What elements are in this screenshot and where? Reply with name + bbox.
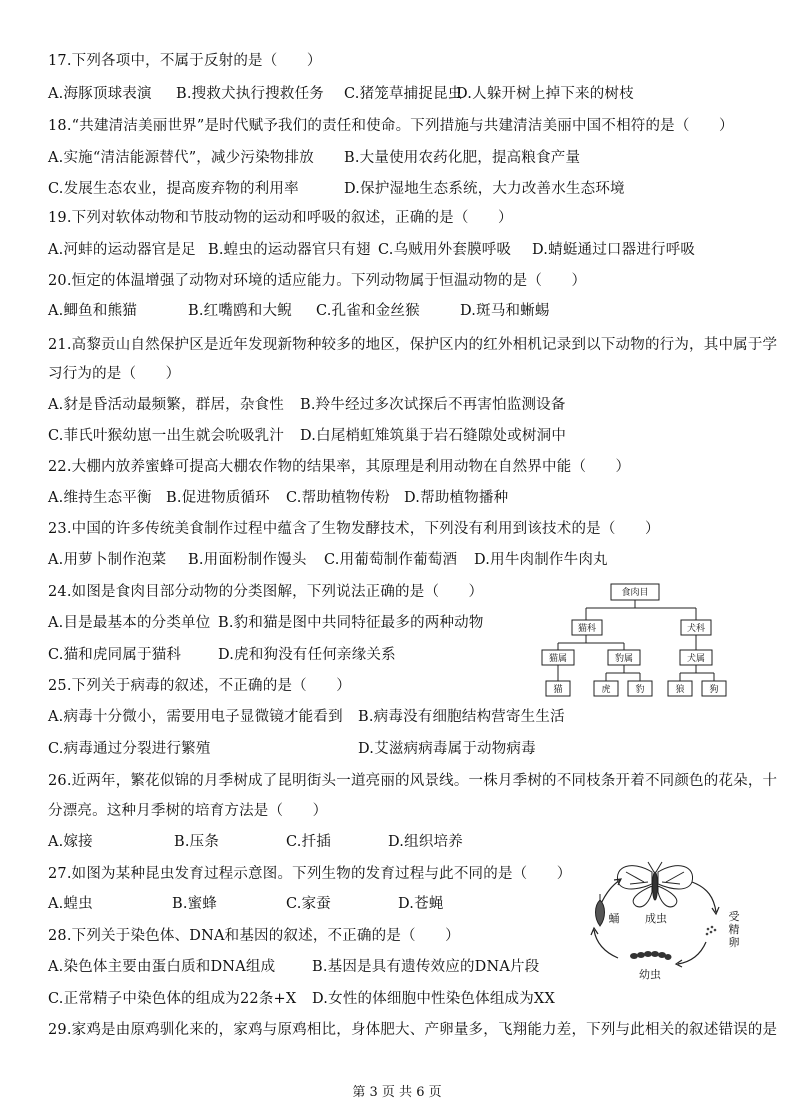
page-footer: 第 3 页 共 6 页: [352, 1085, 442, 1100]
species-label-wolf: 狼: [675, 685, 685, 695]
option-b: B.病毒没有细胞结构营寄生生活: [358, 709, 565, 725]
q19-stem: 19.下列对软体动物和节肢动物的运动和呼吸的叙述，正确的是（ ）: [48, 210, 513, 226]
option-a: A.维持生态平衡: [48, 490, 152, 506]
q28-stem: 28.下列关于染色体、DNA和基因的叙述，不正确的是（ ）: [48, 928, 460, 944]
genus-label-panthera: 豹属: [614, 654, 634, 664]
option-b: B.促进物质循环: [166, 490, 270, 506]
q21-stem-line2: 习行为的是（ ）: [48, 366, 181, 382]
species-label-dog: 狗: [709, 685, 719, 695]
q18-stem: 18.“共建清洁美丽世界”是时代赋予我们的责任和使命。下列措施与共建清洁美丽中国不相符的是（ ）: [48, 118, 734, 134]
insect-cycle-diagram: [578, 858, 753, 986]
stage-label-egg-2: 精: [728, 923, 740, 936]
q26-stem-line2: 分漂亮。这种月季树的培育方法是（ ）: [48, 803, 328, 819]
option-b: B.豹和猫是图中共同特征最多的两种动物: [218, 615, 484, 631]
option-c: C.用葡萄制作葡萄酒: [324, 552, 458, 568]
option-a: A.豺是昏活动最频繁，群居，杂食性: [48, 397, 284, 413]
option-d: D.组织培养: [388, 834, 463, 850]
option-c: C.发展生态农业，提高废弃物的利用率: [48, 181, 299, 197]
option-c: C.乌贼用外套膜呼吸: [378, 242, 512, 258]
option-d: D.虎和狗没有任何亲缘关系: [218, 647, 396, 663]
option-b: B.羚牛经过多次试探后不再害怕监测设备: [300, 397, 566, 413]
option-d: D.斑马和蜥蜴: [460, 303, 550, 319]
option-d: D.艾滋病病毒属于动物病毒: [358, 741, 536, 757]
q17-stem: 17.下列各项中，不属于反射的是（ ）: [48, 53, 322, 69]
option-b: B.大量使用农药化肥，提高粮食产量: [344, 150, 581, 166]
stage-label-pupa: 蛹: [608, 912, 620, 925]
option-b: B.搜救犬执行搜救任务: [176, 86, 324, 102]
option-b: B.用面粉制作馒头: [188, 552, 307, 568]
option-a: A.嫁接: [48, 834, 93, 850]
option-d: D.帮助植物播种: [404, 490, 509, 506]
option-d: D.苍蝇: [398, 896, 444, 912]
species-label-cat: 猫: [553, 685, 563, 695]
option-d: D.白尾梢虹雉筑巢于岩石缝隙处或树洞中: [300, 428, 567, 444]
stage-label-adult: 成虫: [645, 912, 667, 925]
stage-label-larva: 幼虫: [639, 968, 661, 981]
option-a: A.海豚顶球表演: [48, 86, 152, 102]
option-a: A.用萝卜制作泡菜: [48, 552, 167, 568]
q23-stem: 23.中国的许多传统美食制作过程中蕴含了生物发酵技术，下列没有利用到该技术的是（ ）: [48, 521, 660, 537]
option-c: C.扦插: [286, 834, 331, 850]
q21-stem-line1: 21.高黎贡山自然保护区是近年发现新物种较多的地区，保护区内的红外相机记录到以下动物的行为，其中属于学: [48, 337, 778, 353]
stage-label-egg-1: 受: [728, 910, 740, 923]
option-b: B.红嘴鸥和大鲵: [188, 303, 292, 319]
option-a: A.鲫鱼和熊猫: [48, 303, 137, 319]
species-label-tiger: 虎: [601, 685, 611, 695]
option-d: D.女性的体细胞中性染色体组成为XX: [312, 991, 555, 1007]
option-c: C.菲氏叶猴幼崽一出生就会吮吸乳汁: [48, 428, 285, 444]
option-c: C.病毒通过分裂进行繁殖: [48, 741, 211, 757]
option-a: A.河蚌的运动器官是足: [48, 242, 196, 258]
option-c: C.孔雀和金丝猴: [316, 303, 420, 319]
q27-stem: 27.如图为某种昆虫发育过程示意图。下列生物的发育过程与此不同的是（ ）: [48, 866, 572, 882]
stage-label-egg-3: 卵: [728, 936, 740, 949]
option-c: C.猪笼草捕捉昆虫: [344, 86, 463, 102]
egg-icon: [706, 926, 717, 936]
q25-stem: 25.下列关于病毒的叙述，不正确的是（ ）: [48, 678, 351, 694]
option-c: C.家蚕: [286, 896, 331, 912]
species-label-leopard: 豹: [635, 685, 645, 695]
option-c: C.猫和虎同属于猫科: [48, 647, 182, 663]
butterfly-icon: [617, 862, 692, 907]
option-d: D.人躲开树上掉下来的树枝: [456, 86, 634, 102]
option-a: A.染色体主要由蛋白质和DNA组成: [48, 959, 276, 975]
q26-stem-line1: 26.近两年，繁花似锦的月季树成了昆明街头一道亮丽的风景线。一株月季树的不同枝条开着不同颜色的花朵，十: [48, 773, 778, 789]
taxonomy-diagram: [536, 580, 746, 702]
q24-stem: 24.如图是食肉目部分动物的分类图解，下列说法正确的是（ ）: [48, 584, 484, 600]
q22-stem: 22.大棚内放养蜜蜂可提高大棚农作物的结果率，其原理是利用动物在自然界中能（ ）: [48, 459, 631, 475]
option-d: D.用牛肉制作牛肉丸: [474, 552, 608, 568]
family-label-dog: 犬科: [686, 624, 706, 634]
option-c: C.帮助植物传粉: [286, 490, 390, 506]
option-a: A.实施“清洁能源替代”，减少污染物排放: [48, 150, 314, 166]
option-a: A.目是最基本的分类单位: [48, 615, 211, 631]
option-a: A.蝗虫: [48, 896, 93, 912]
family-label-cat: 猫科: [577, 624, 597, 634]
option-a: A.病毒十分微小，需要用电子显微镜才能看到: [48, 709, 343, 725]
q20-stem: 20.恒定的体温增强了动物对环境的适应能力。下列动物属于恒温动物的是（ ）: [48, 273, 587, 289]
order-label: 食肉目: [621, 588, 649, 598]
option-b: B.蝗虫的运动器官只有翅: [208, 242, 371, 258]
genus-label-canis: 犬属: [686, 654, 706, 664]
option-c: C.正常精子中染色体的组成为22条+X: [48, 991, 297, 1007]
option-d: D.保护湿地生态系统，大力改善水生态环境: [344, 181, 625, 197]
option-b: B.压条: [174, 834, 220, 850]
larva-icon: [630, 951, 672, 960]
genus-label-felis: 猫属: [548, 654, 568, 664]
option-b: B.蜜蜂: [172, 896, 218, 912]
q29-stem: 29.家鸡是由原鸡驯化来的，家鸡与原鸡相比，身体肥大、产卵量多，飞翔能力差，下列与此相关的叙述错误的是: [48, 1022, 778, 1038]
option-b: B.基因是具有遗传效应的DNA片段: [312, 959, 540, 975]
option-d: D.蜻蜓通过口器进行呼吸: [532, 242, 696, 258]
